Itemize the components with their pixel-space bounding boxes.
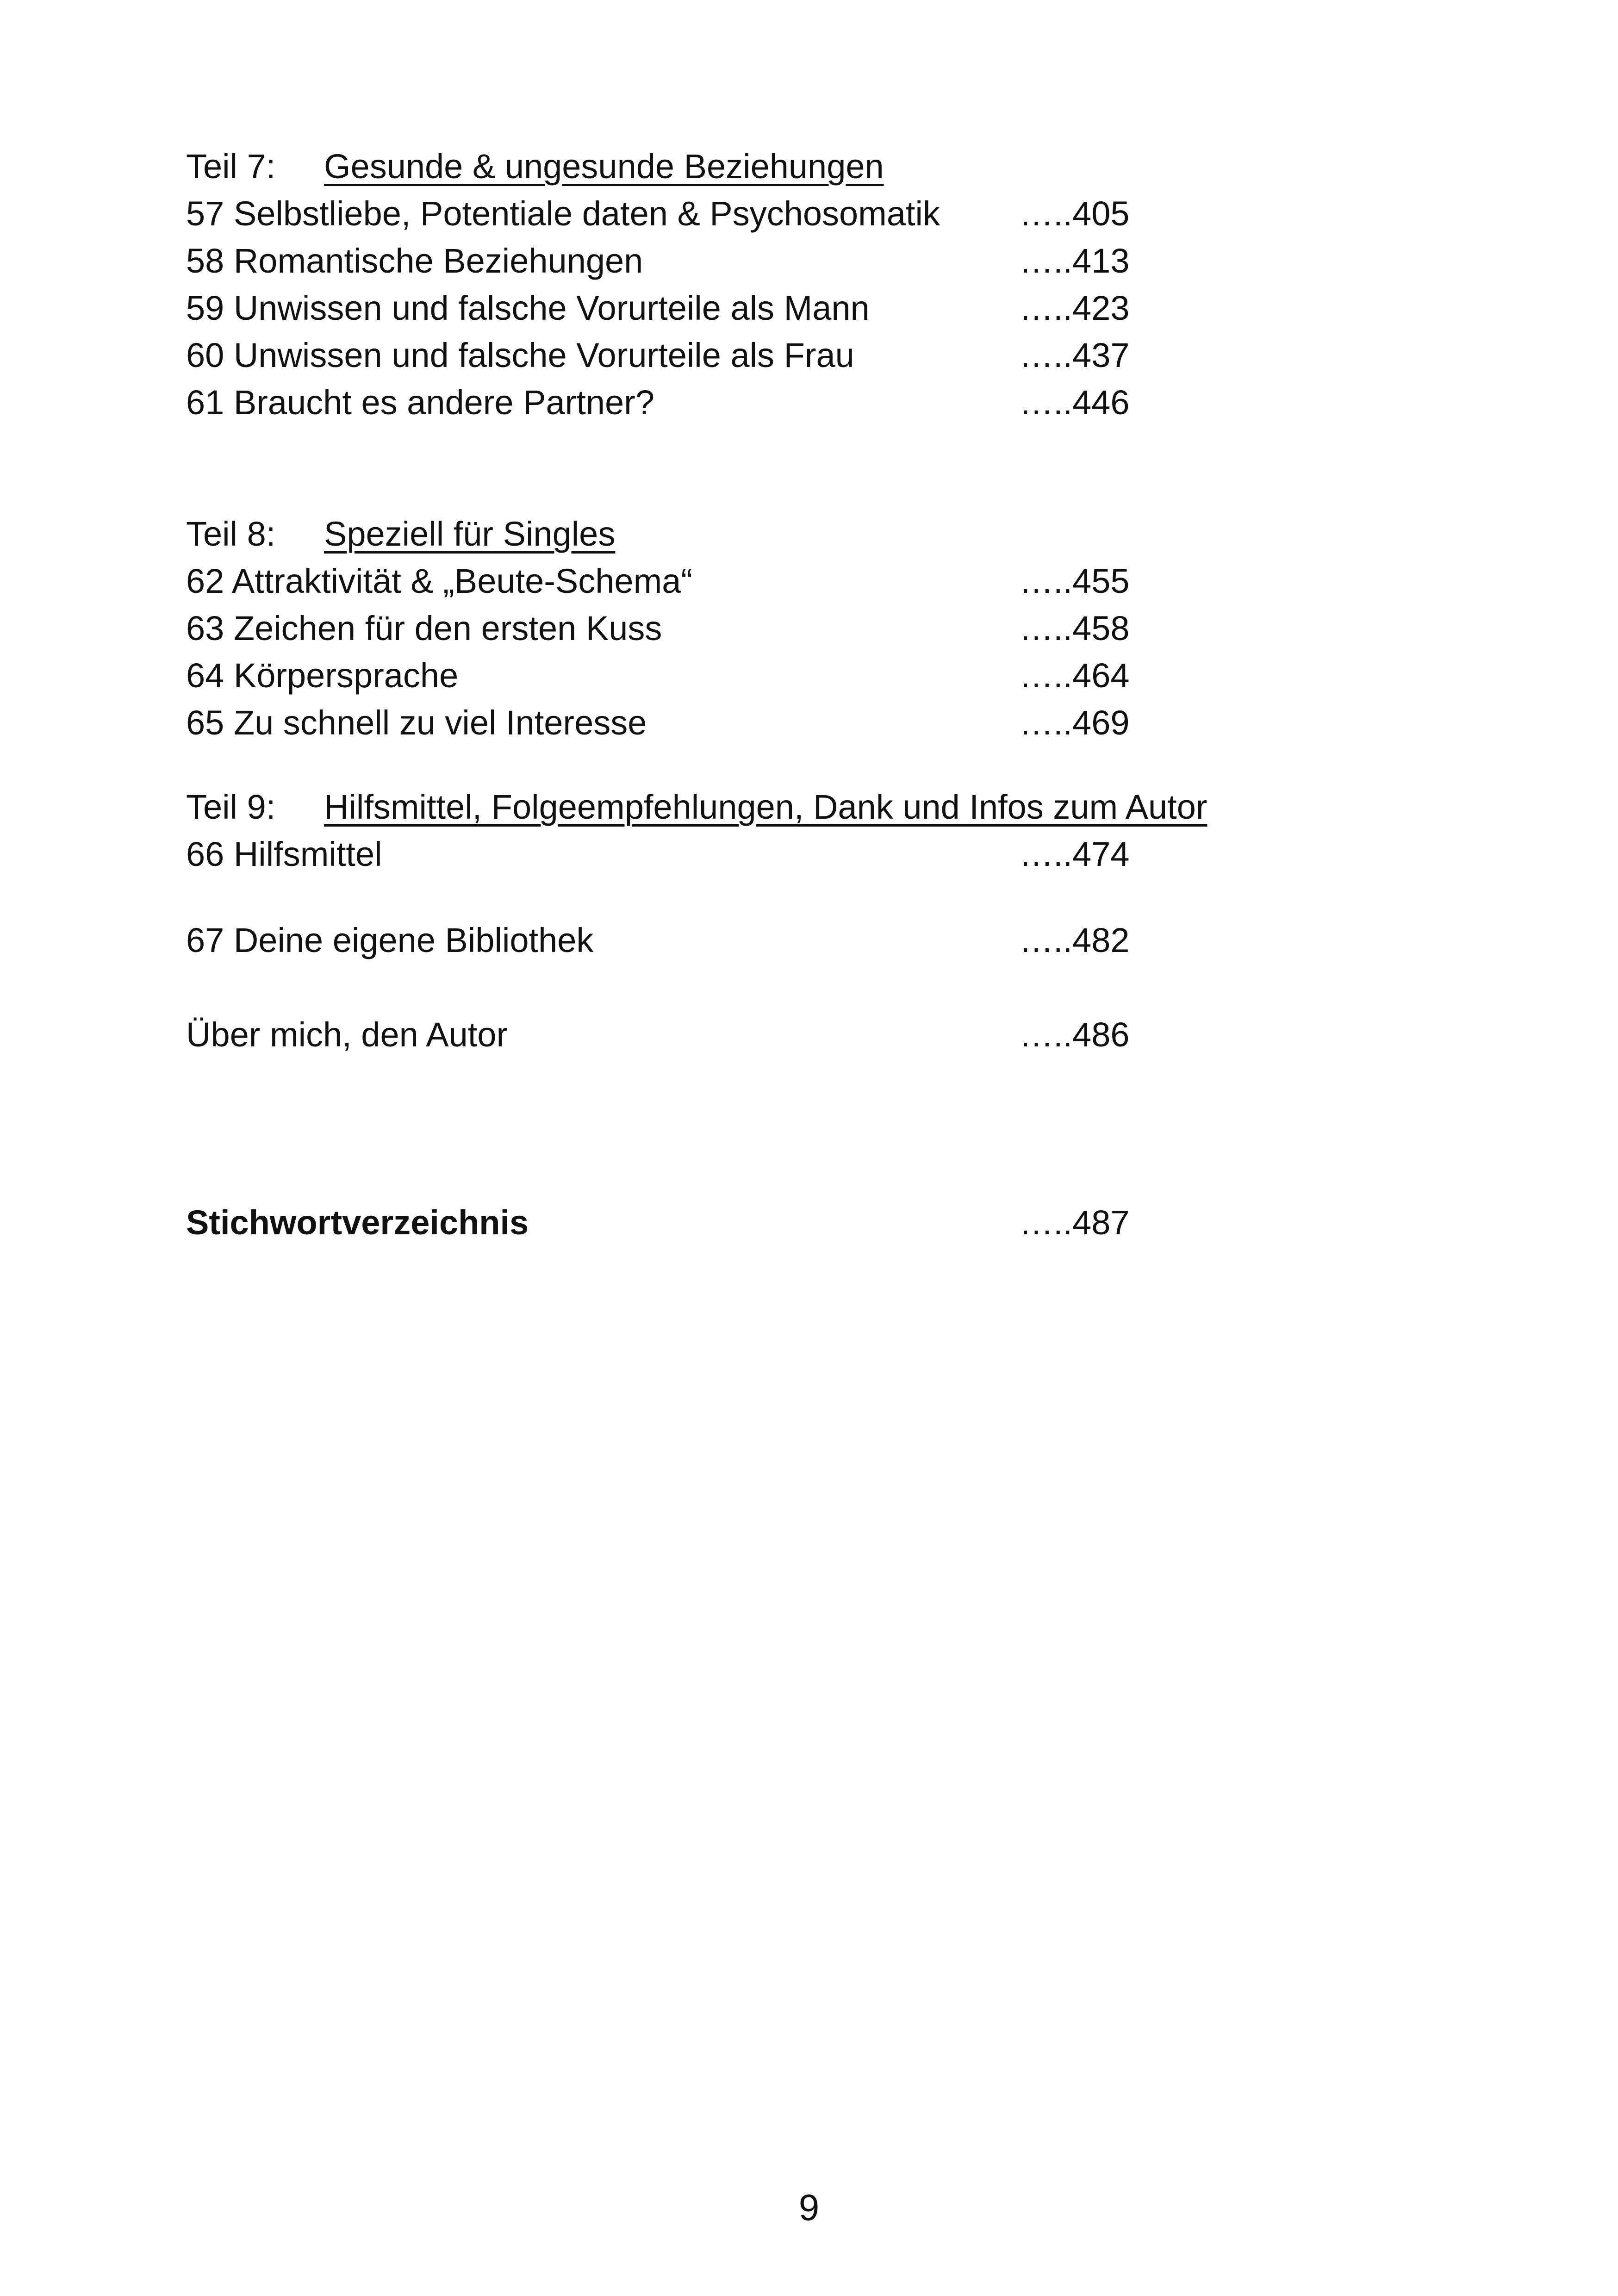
toc-entry-title: 58 Romantische Beziehungen (186, 242, 643, 280)
toc-entry (186, 380, 1297, 426)
toc-entry-page: …..437 (1019, 336, 1130, 374)
toc-index-entry (186, 1200, 1297, 1246)
toc-entry (186, 700, 1297, 746)
section-title: Hilfsmittel, Folgeempfehlungen, Dank und Infos zum Autor (324, 788, 1207, 826)
toc-entry-title: 59 Unwissen und falsche Vorurteile als Mann (186, 289, 870, 327)
toc-entry-page: …..486 (1019, 1015, 1130, 1054)
toc-entry-page: …..413 (1019, 242, 1130, 280)
toc-entry-title: 64 Körpersprache (186, 656, 459, 695)
toc-index-title: Stichwortverzeichnis (186, 1203, 529, 1242)
toc-entry-page: …..446 (1019, 383, 1130, 422)
toc-entry-page: …..482 (1019, 921, 1130, 959)
toc-entry-title: 67 Deine eigene Bibliothek (186, 921, 594, 959)
toc-entry-title: 65 Zu schnell zu viel Interesse (186, 703, 647, 742)
toc-entry-title: 60 Unwissen und falsche Vorurteile als Frau (186, 336, 854, 374)
toc-entry (186, 191, 1297, 237)
toc-entry-title: Über mich, den Autor (186, 1015, 508, 1054)
section-heading-teil-7 (186, 143, 884, 190)
section-title: Gesunde & ungesunde Beziehungen (324, 147, 884, 186)
toc-entry (186, 332, 1297, 379)
toc-entry-page: …..458 (1019, 609, 1130, 647)
toc-entry (186, 558, 1297, 604)
toc-entry-title: 61 Braucht es andere Partner? (186, 383, 654, 422)
page-number: 9 (798, 2187, 820, 2228)
toc-entry (186, 831, 1297, 877)
toc-entry-page: …..474 (1019, 835, 1130, 873)
toc-entry-page: …..423 (1019, 289, 1130, 327)
toc-entry-title: 66 Hilfsmittel (186, 835, 382, 873)
toc-entry (186, 917, 1297, 964)
toc-entry-title: 57 Selbstliebe, Potentiale daten & Psychosomatik (186, 194, 940, 233)
toc-index-page: …..487 (1019, 1203, 1130, 1242)
toc-entry-page: …..469 (1019, 703, 1130, 742)
toc-entry-page: …..464 (1019, 656, 1130, 695)
toc-entry (186, 605, 1297, 652)
toc-entry-title: 62 Attraktivität & „Beute-Schema“ (186, 562, 693, 600)
toc-entry (186, 1012, 1297, 1058)
toc-entry-title: 63 Zeichen für den ersten Kuss (186, 609, 662, 647)
toc-entry-page: …..455 (1019, 562, 1130, 600)
section-title: Speziell für Singles (324, 515, 616, 553)
toc-entry (186, 653, 1297, 699)
section-part-label: Teil 7: (186, 147, 276, 186)
toc-entry (186, 285, 1297, 331)
section-part-label: Teil 8: (186, 515, 276, 553)
section-part-label: Teil 9: (186, 788, 276, 826)
section-heading-teil-8 (186, 511, 615, 557)
toc-entry-page: …..405 (1019, 194, 1130, 233)
toc-entry (186, 238, 1297, 284)
section-heading-teil-9 (186, 784, 1207, 830)
